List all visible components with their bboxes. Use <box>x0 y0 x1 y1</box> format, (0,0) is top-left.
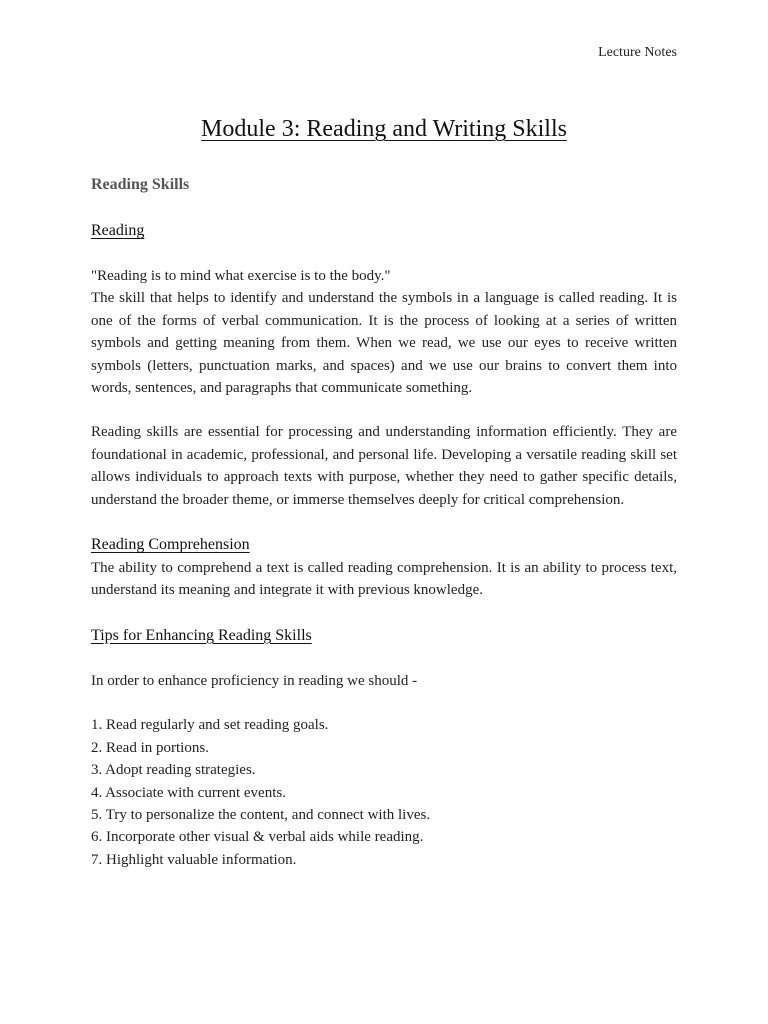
list-item: 3. Adopt reading strategies. <box>91 762 256 779</box>
list-item: 4. Associate with current events. <box>91 784 286 801</box>
subheading-reading-comprehension: Reading Comprehension <box>91 536 250 554</box>
subheading-reading: Reading <box>91 222 145 239</box>
tips-intro: In order to enhance proficiency in reading we should - <box>91 672 418 689</box>
list-item: 5. Try to personalize the content, and connect with lives. <box>91 806 431 823</box>
list-item: 6. Incorporate other visual & verbal aids while reading. <box>91 829 424 846</box>
tips-list <box>91 714 677 871</box>
comprehension-paragraph: The ability to comprehend a text is called reading comprehension. It is an ability to process text, understand its meaning and integrate it with previous knowledge. <box>91 560 677 599</box>
reading-paragraph-2: Reading skills are essential for processing and understanding information efficiently. They are foundational in academic, professional, and personal life. Developing a versatile reading skill set allows individuals to approach texts with purpose, whether they need to gather specific details, understand the broader theme, or immerse themselves deeply for critical comprehension. <box>91 424 677 508</box>
reading-paragraph-1: The skill that helps to identify and understand the symbols in a language is called reading. It is one of the forms of verbal communication. It is the process of looking at a series of written symbols and getting meaning from them. When we read, we use our eyes to receive written symbols (letters, punctuation marks, and spaces) and we use our brains to convert them into words, sentences, and paragraphs that communicate something. <box>91 290 677 397</box>
section-heading-reading-skills: Reading Skills <box>91 176 190 193</box>
list-item: 7. Highlight valuable information. <box>91 851 297 868</box>
document-body <box>91 173 677 871</box>
list-item: 1. Read regularly and set reading goals. <box>91 717 329 734</box>
quote-text: "Reading is to mind what exercise is to the body." <box>91 268 391 284</box>
header-note: Lecture Notes <box>598 45 677 60</box>
page-title: Module 3: Reading and Writing Skills <box>201 116 567 142</box>
list-item: 2. Read in portions. <box>91 739 209 756</box>
subheading-tips: Tips for Enhancing Reading Skills <box>91 626 312 644</box>
